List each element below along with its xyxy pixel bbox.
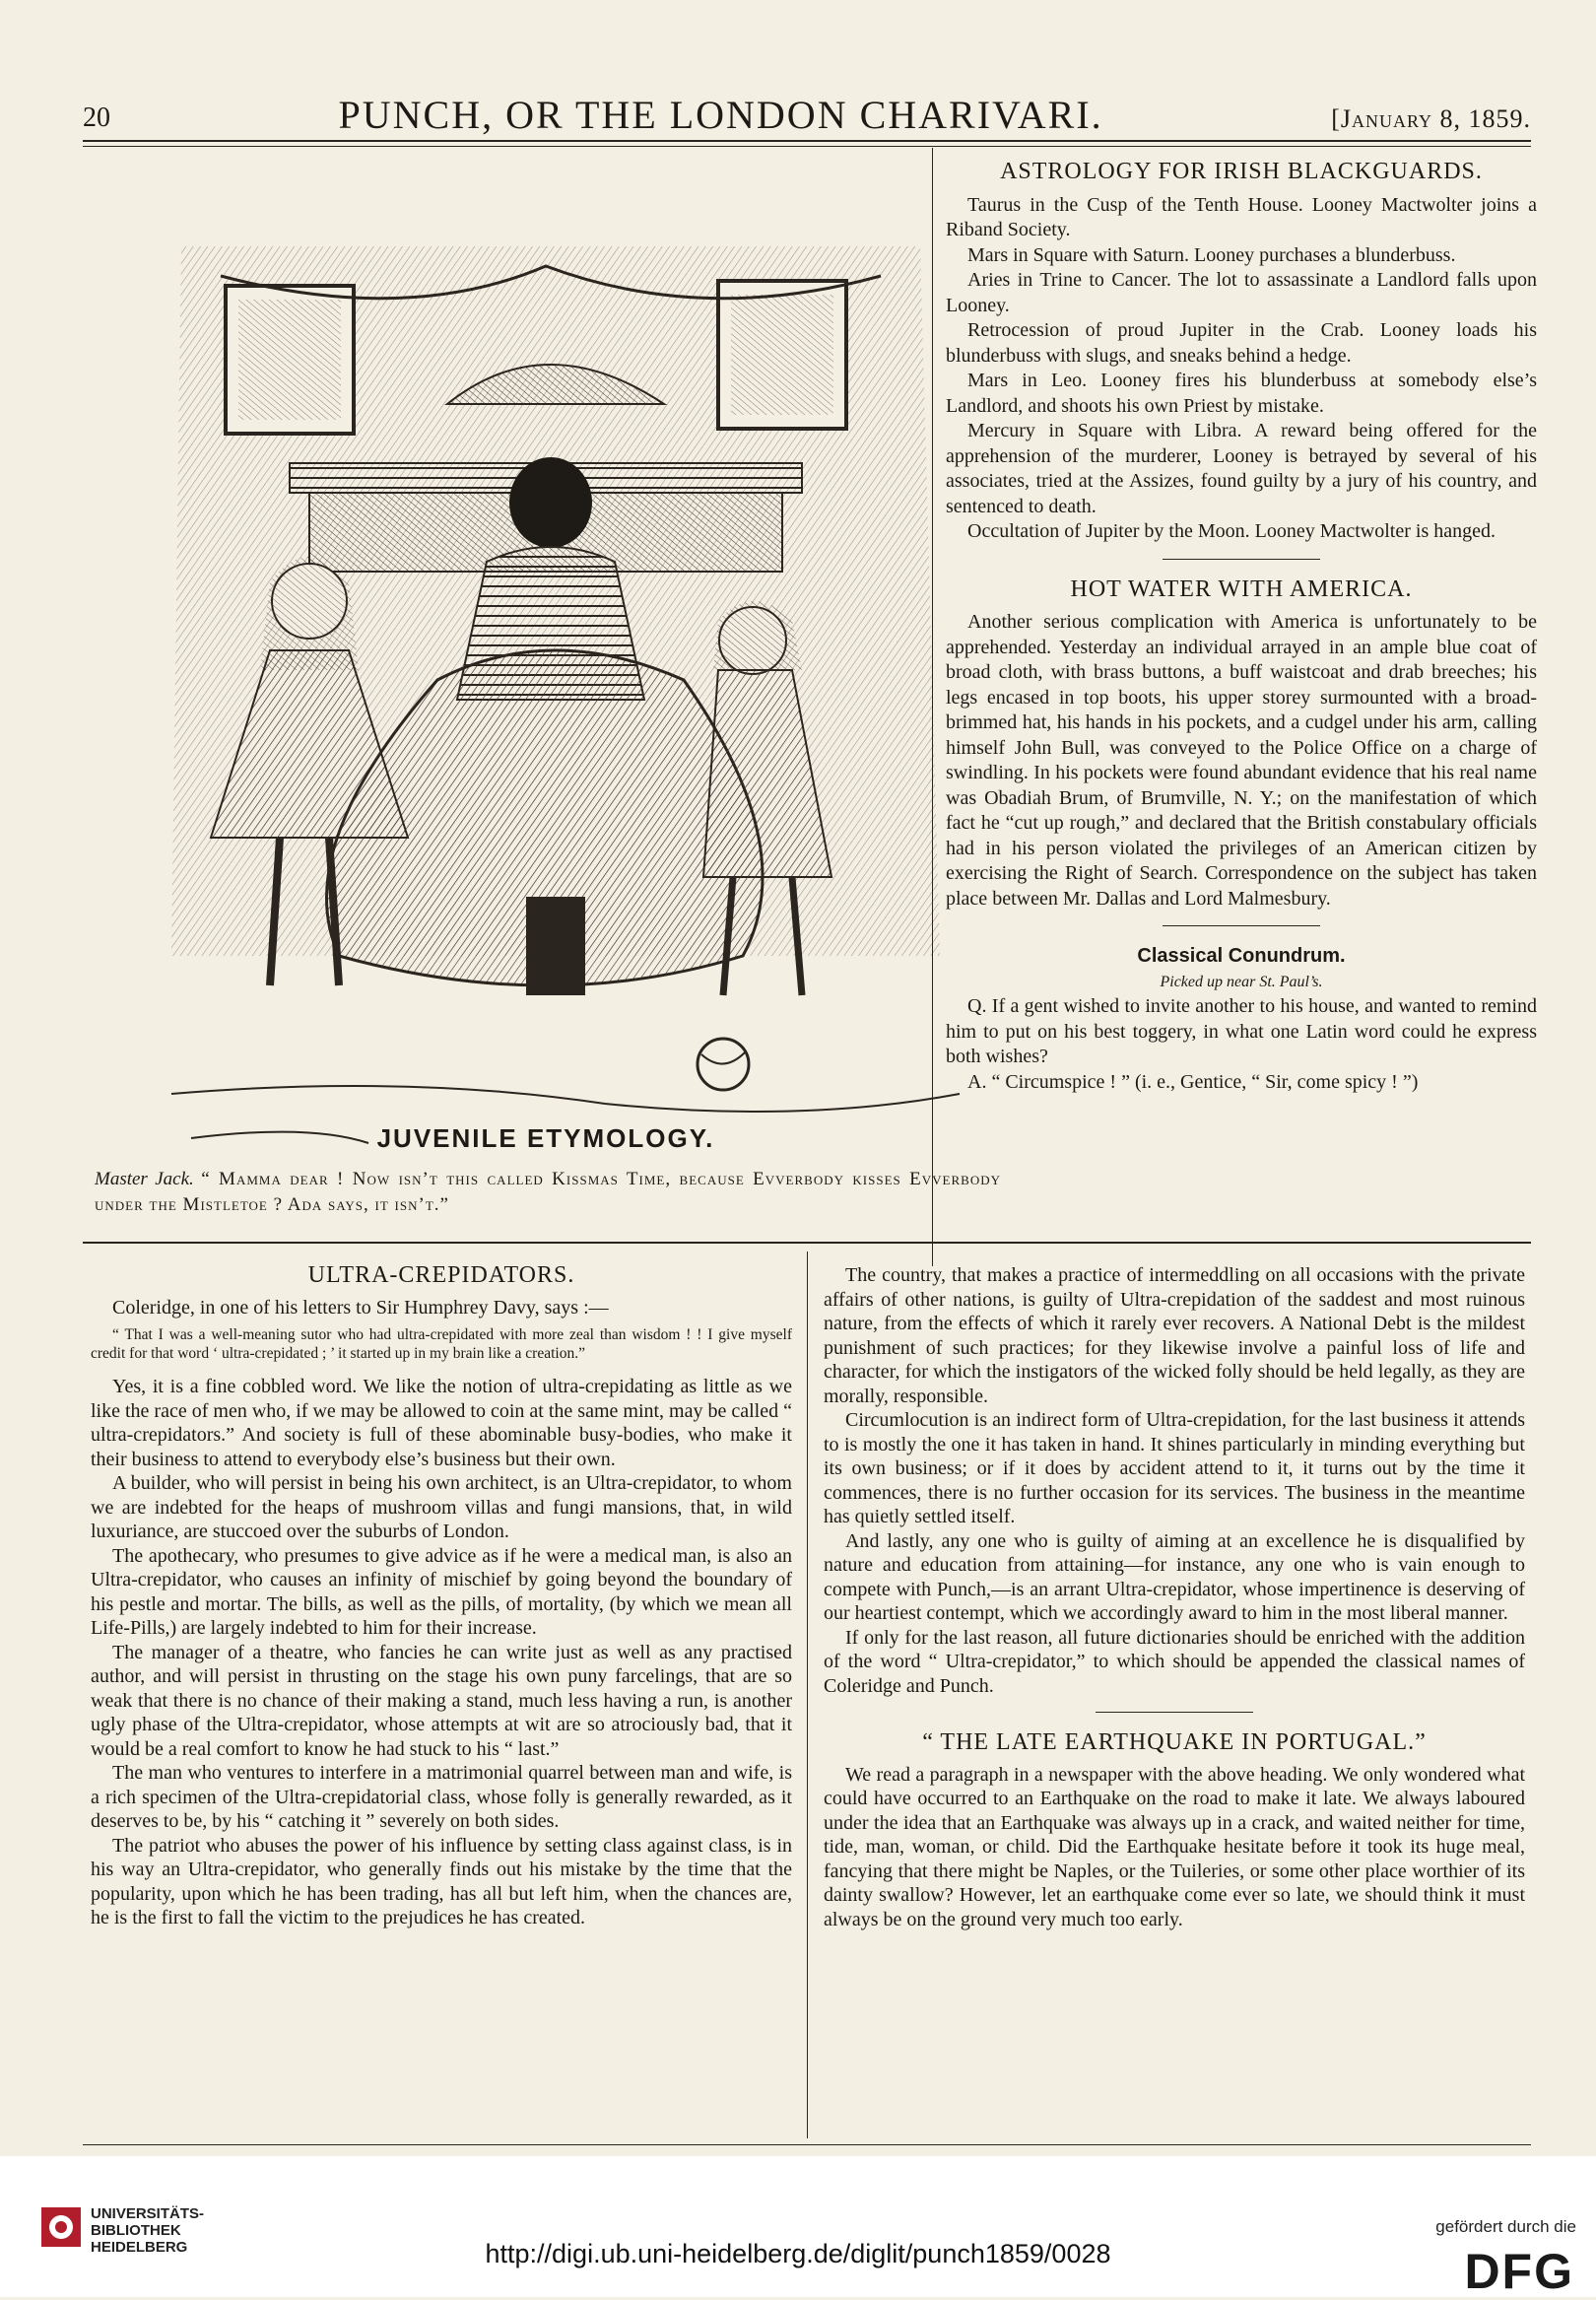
cartoon-caption-text: “ Mamma dear ! Now isn’t this called Kissmas Time, because Evverbody kisses Evverbody under the Mistletoe ? Ada says, it isn’t.” [95, 1169, 1001, 1215]
cartoon-speaker: Master Jack. [95, 1169, 194, 1189]
hot-water-text: Another serious complication with America is unfortunately to be apprehended. Yesterday an individual arrayed in an ample blue coat of broad cloth, with brass buttons, a buff waistcoat and drab breeches; his legs encased in top boots, his upper storey surmounted with a broad-brimmed hat, his hands in his pockets, and a cudgel under his arm, calling himself John Bull, was conveyed to the Police Office on a charge of swindling. In his pockets were found abundant evidence that his real name was Obadiah Brum, of Brumville, N. Y.; on the manifestation of which fact he “cut up rough,” and declared that the British constabulary officials had in his person violated the privileges of an American citizen by exercising the Right of Search. Correspondence on the subject has taken place between Mr. Dallas and Lord Malmesbury. [946, 611, 1537, 910]
section-divider [1163, 925, 1320, 926]
issue-date: [January 8, 1859. [1331, 104, 1531, 133]
ultra-paragraph: A builder, who will persist in being his own architect, is an Ultra-crepidator, to whom we are indebted for the heaps of mushroom villas and fungi mansions, that, in wild luxuriance, are stuccoed over the suburbs of London. [91, 1472, 792, 1542]
ultra-paragraph: The apothecary, who presumes to give advice as if he were a medical man, is also an Ultra-crepidator, who causes an infinity of mischief by going beyond the boundary of his pestle and mortar. The bills, as well as the pills, of mortality, (by which we mean all Life-Pills,) are largely indebted to him for their increase. [91, 1544, 792, 1639]
astrology-paragraph: Taurus in the Cusp of the Tenth House. Looney Mactwolter joins a Riband Society. [946, 193, 1537, 240]
conundrum-question: Q. If a gent wished to invite another to his house, and wanted to remind him to put on his best toggery, in what one Latin word could he express both wishes? [946, 995, 1537, 1067]
astrology-title: ASTROLOGY FOR IRISH BLACKGUARDS. [1000, 159, 1483, 184]
astrology-paragraph: Occultation of Jupiter by the Moon. Looney Mactwolter is hanged. [967, 520, 1496, 542]
conundrum-subtitle: Picked up near St. Paul’s. [1160, 973, 1323, 990]
digitization-footer [0, 2156, 1596, 2297]
cartoon-illustration [112, 158, 979, 1222]
astrology-paragraph: Retrocession of proud Jupiter in the Crab. Looney loads his blunderbuss with slugs, and sneaks behind a hedge. [946, 319, 1537, 367]
ultra-quote: “ That I was a well-meaning sutor who had ultra-crepidated with more zeal than wisdom ! ! I give myself credit for that word ‘ ultra-crepidated ; ’ it started up in my brain like a creation.” [91, 1326, 792, 1362]
bottom-rule [83, 2144, 1531, 2145]
astrology-paragraph: Mercury in Square with Libra. A reward being offered for the apprehension of the murderer, Looney is betrayed by several of his associates, tried at the Assizes, found guilty by a jury of his country, and sentenced to death. [946, 420, 1537, 517]
dfg-logo: DFG [1464, 2244, 1574, 2299]
section-rule [83, 1242, 1531, 1244]
section-divider [1096, 1712, 1253, 1713]
column-divider-top [932, 148, 933, 1266]
ultra-cont-paragraph: Circumlocution is an indirect form of Ultra-crepidation, for the last business it attends to is mostly the one it has taken in hand. It shines particularly in minding everything but its own business; or if it does by accident attend to it, it turns out by the time it commences, there is no further occasion for its services. The business in the meantime has quietly settled itself. [824, 1409, 1525, 1527]
page-number: 20 [83, 102, 110, 133]
earthquake-title: “ THE LATE EARTHQUAKE IN PORTUGAL.” [922, 1729, 1427, 1755]
source-url-link[interactable]: http://digi.ub.uni-heidelberg.de/diglit/punch1859/0028 [485, 2239, 1111, 2268]
institution-line: UNIVERSITÄTS- [91, 2205, 205, 2222]
ultra-intro: Coleridge, in one of his letters to Sir Humphrey Davy, says :— [112, 1296, 609, 1319]
newspaper-page [83, 49, 1551, 2148]
ultra-paragraph: The patriot who abuses the power of his influence by setting class against class, is in his way an Ultra-crepidator, who generally finds out his mistake by the time that the popularity, upon which he has been trading, has all but left him, when the chances are, he is the first to fall the victim to the prejudices he has created. [91, 1834, 792, 1928]
astrology-paragraph: Aries in Trine to Cancer. The lot to assassinate a Landlord falls upon Looney. [946, 269, 1537, 316]
conundrum-title: Classical Conundrum. [1137, 945, 1346, 967]
right-column-bottom [824, 1263, 1525, 1931]
column-divider-bottom [807, 1251, 808, 2138]
cartoon-engraving [112, 158, 979, 1222]
right-column-top [946, 160, 1537, 1095]
funded-by-label: gefördert durch die [1435, 2217, 1576, 2236]
ultra-crepidators-column [91, 1263, 792, 1930]
section-divider [1163, 559, 1320, 560]
page-header [83, 85, 1531, 142]
ultra-cont-paragraph: The country, that makes a practice of intermeddling on all occasions with the private affairs of other nations, is guilty of Ultra-crepidation of the saddest and most ruinous nature, from the effects of which it rarely ever recovers. A National Debt is the mildest punishment of such practices; for they likewise involve a painful loss of life and character, for which the instigators of the wicked folly should be held legally, as they are morally, responsible. [824, 1264, 1525, 1407]
institution-line: HEIDELBERG [91, 2239, 188, 2256]
conundrum-answer: A. “ Circumspice ! ” (i. e., Gentice, “ Sir, come spicy ! ”) [967, 1070, 1419, 1093]
ultra-title: ULTRA-CREPIDATORS. [307, 1262, 575, 1288]
cartoon-title: JUVENILE ETYMOLOGY. [376, 1123, 715, 1153]
ultra-cont-paragraph: If only for the last reason, all future dictionaries should be enriched with the addition of the word “ Ultra-crepidator,” to which should be appended the classical names of Coleridge and Punch. [824, 1626, 1525, 1697]
ultra-paragraph: The manager of a theatre, who fancies he can write just as well as any practised author, and will persist in thrusting on the stage his own puny farcelings, that are so weak that there is no chance of their making a stand, much less having a run, is another ugly phase of the Ultra-crepidator, whose attempts at wit are so atrociously bad, that it would be a real comfort to know he had stuck to his “ last.” [91, 1641, 792, 1760]
header-rule [83, 146, 1531, 147]
ultra-cont-paragraph: And lastly, any one who is guilty of aiming at an excellence he is disqualified by nature and education from attaining—for instance, any one who is vain enough to compete with Punch,—is an arrant Ultra-crepidator, whose impertinence is deserving of our heartiest contempt, which we accordingly award to him in the most liberal manner. [824, 1529, 1525, 1624]
ultra-paragraph: The man who ventures to interfere in a matrimonial quarrel between man and wife, is a rich specimen of the Ultra-crepidatorial class, whose folly is generally rewarded, as it deserves to be, by his “ catching it ” severely on both sides. [91, 1762, 792, 1832]
institution-line: BIBLIOTHEK [91, 2222, 181, 2239]
earthquake-text: We read a paragraph in a newspaper with the above heading. We only wondered what could have occurred to an Earthquake on the road to make it late. We always laboured under the idea that an Earthquake was always up in a crack, and waited neither for time, tide, man, woman, or child. Did the Earthquake hesitate before it took its huge meal, fancying that there might be Naples, or the Tuileries, or some other place worthier of its dainty swallow? However, let an earthquake come ever so late, we should think it must always be on the ground very much too early. [824, 1763, 1525, 1930]
ultra-paragraph: Yes, it is a fine cobbled word. We like the notion of ultra-crepidating as little as we like the race of men who, if we may be allowed to coin at the same mint, may be called “ ultra-crepidators.” And society is full of these abominable busy-bodies, who make it their business to attend to everybody else’s business but their own. [91, 1376, 792, 1470]
astrology-paragraph: Mars in Square with Saturn. Looney purchases a blunderbuss. [967, 243, 1456, 266]
cartoon-caption [95, 1167, 1001, 1218]
masthead-title: PUNCH, OR THE LONDON CHARIVARI. [338, 93, 1103, 137]
astrology-paragraph: Mars in Leo. Looney fires his blunderbuss at somebody else’s Landlord, and shoots his own Priest by mistake. [946, 370, 1537, 417]
hot-water-title: HOT WATER WITH AMERICA. [1070, 575, 1413, 602]
